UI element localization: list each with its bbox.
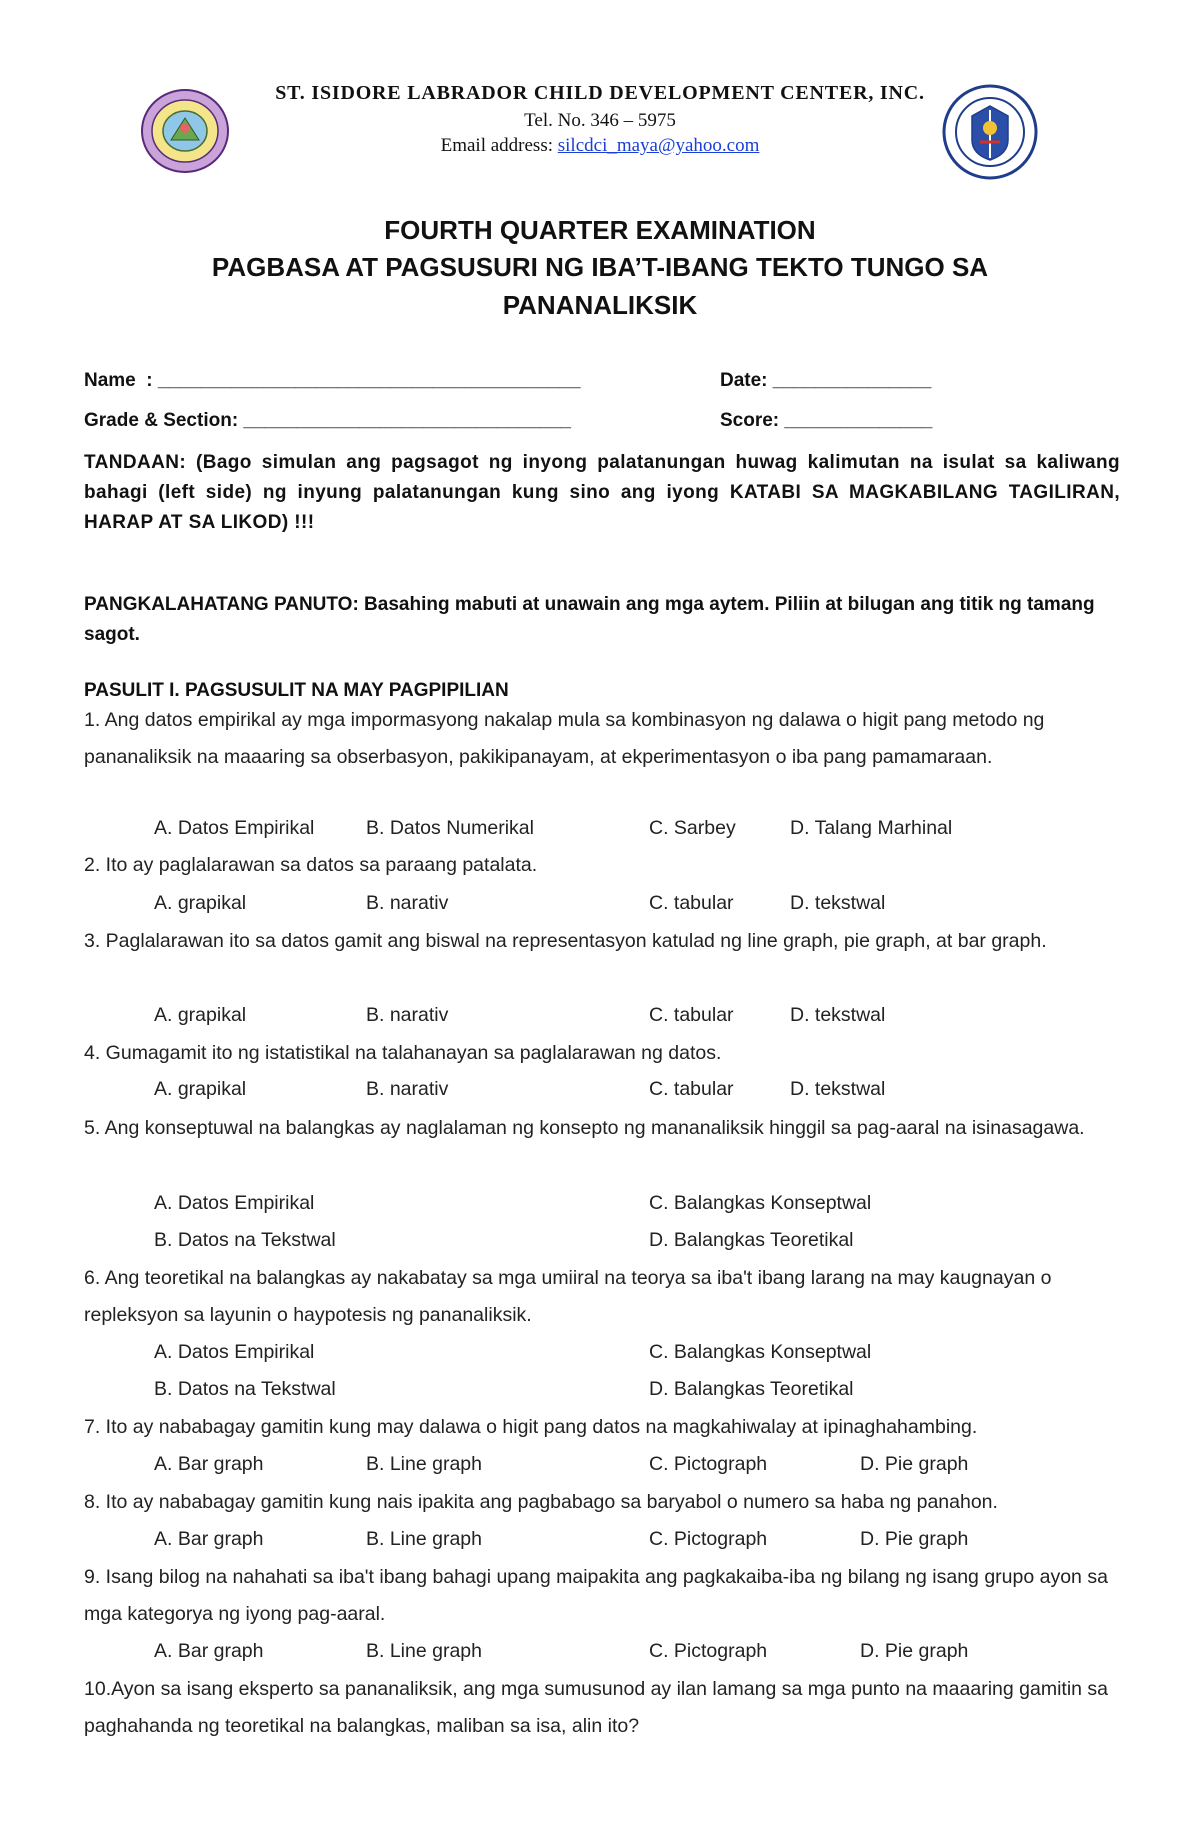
choice-b[interactable]: B. narativ — [366, 892, 449, 914]
question-text: 9. Isang bilog na nahahati sa iba't ibang bahagi upang maipakita ang pagkakaiba-iba ng bilang ng isang grupo ayon sa mga kategorya ng iyong pag-aaral. — [84, 1566, 1108, 1625]
choice-a[interactable]: A. grapikal — [154, 892, 247, 914]
score-field[interactable]: Score: ______________ — [720, 410, 933, 431]
choice-b[interactable]: B. Line graph — [366, 1453, 483, 1475]
choice-a[interactable]: A. Bar graph — [154, 1453, 264, 1475]
choice-c[interactable]: C. Balangkas Konseptwal — [649, 1341, 872, 1363]
choice-d[interactable]: D. Talang Marhinal — [790, 817, 953, 839]
question-text: 4. Gumagamit ito ng istatistikal na talahanayan sa paglalarawan ng datos. — [84, 1042, 722, 1064]
subject-title-line2: PANANALIKSIK — [502, 290, 698, 320]
school-telephone: Tel. No. 346 – 5975 — [524, 110, 676, 131]
choice-c[interactable]: C. Sarbey — [649, 817, 736, 839]
subject-title-line1: PAGBASA AT PAGSUSURI NG IBA’T-IBANG TEKTO TUNGO SA — [211, 252, 989, 282]
email-link[interactable]: silcdci_maya@yahoo.com — [557, 135, 760, 156]
choice-b[interactable]: B. Line graph — [366, 1640, 483, 1662]
choice-b[interactable]: B. narativ — [366, 1078, 449, 1100]
choice-a[interactable]: A. grapikal — [154, 1078, 247, 1100]
question-text: 6. Ang teoretikal na balangkas ay nakabatay sa mga umiiral na teorya sa iba't ibang larang na may kaugnayan o repleksyon sa layunin o haypotesis ng pananaliksik. — [84, 1267, 1052, 1326]
choice-a[interactable]: A. Bar graph — [154, 1528, 264, 1550]
section-title: PASULIT I. PAGSUSULIT NA MAY PAGPIPILIAN — [84, 680, 509, 701]
choice-d[interactable]: D. Pie graph — [860, 1528, 969, 1550]
choice-a[interactable]: A. Bar graph — [154, 1640, 264, 1662]
name-field[interactable]: Name : ________________________________________ — [84, 370, 581, 391]
choice-a[interactable]: A. Datos Empirikal — [154, 1192, 315, 1214]
choice-c[interactable]: C. tabular — [649, 1078, 734, 1100]
choice-b[interactable]: B. Datos na Tekstwal — [154, 1229, 336, 1251]
choice-b[interactable]: B. narativ — [366, 1004, 449, 1026]
exam-title: FOURTH QUARTER EXAMINATION — [384, 215, 816, 245]
question-text: 8. Ito ay nababagay gamitin kung nais ipakita ang pagbabago sa baryabol o numero sa haba ng panahon. — [84, 1491, 998, 1513]
question-text: 1. Ang datos empirikal ay mga impormasyong nakalap mula sa kombinasyon ng dalawa o higit pang metodo ng pananaliksik na maaaring sa obserbasyon, pakikipanayam, at ekperimentasyon o iba pang pamamaraan. — [84, 709, 1045, 768]
choice-b[interactable]: B. Datos na Tekstwal — [154, 1378, 336, 1400]
reminder-note: TANDAAN: (Bago simulan ang pagsagot ng inyong palatanungan huwag kalimutan na isulat sa kaliwang bahagi (left side) ng inyung palatanungan kung sino ang iyong KATABI SA MAGKABILANG TAGILIRAN, HARAP AT SA LIKOD) !!! — [84, 452, 1120, 533]
choice-c[interactable]: C. tabular — [649, 1004, 734, 1026]
choice-d[interactable]: D. tekstwal — [790, 1078, 886, 1100]
general-instructions: PANGKALAHATANG PANUTO: Basahing mabuti at unawain ang mga aytem. Piliin at bilugan ang titik ng tamang sagot. — [84, 594, 1095, 645]
choice-d[interactable]: D. tekstwal — [790, 892, 886, 914]
choice-c[interactable]: C. Pictograph — [649, 1453, 768, 1475]
grade-section-field[interactable]: Grade & Section: _______________________________ — [84, 410, 571, 431]
school-email-line — [200, 135, 1000, 157]
choice-c[interactable]: C. tabular — [649, 892, 734, 914]
choice-a[interactable]: A. Datos Empirikal — [154, 1341, 315, 1363]
choice-a[interactable]: A. grapikal — [154, 1004, 247, 1026]
question-text: 10.Ayon sa isang eksperto sa pananaliksik, ang mga sumusunod ay ilan lamang sa mga punto na maaaring gamitin sa paghahanda ng teoretikal na balangkas, maliban sa isa, alin ito? — [84, 1678, 1109, 1737]
choice-d[interactable]: D. Pie graph — [860, 1640, 969, 1662]
date-field[interactable]: Date: _______________ — [720, 370, 932, 391]
choice-c[interactable]: C. Pictograph — [649, 1528, 768, 1550]
choice-c[interactable]: C. Balangkas Konseptwal — [649, 1192, 872, 1214]
question-text: 3. Paglalarawan ito sa datos gamit ang biswal na representasyon katulad ng line graph, pie graph, at bar graph. — [84, 930, 1047, 952]
choice-a[interactable]: A. Datos Empirikal — [154, 817, 315, 839]
choice-b[interactable]: B. Line graph — [366, 1528, 483, 1550]
email-label: Email address: — [440, 135, 558, 156]
choice-d[interactable]: D. Pie graph — [860, 1453, 969, 1475]
question-text: 7. Ito ay nababagay gamitin kung may dalawa o higit pang datos na magkahiwalay at ipinaghahambing. — [84, 1416, 978, 1438]
choice-d[interactable]: D. Balangkas Teoretikal — [649, 1229, 854, 1251]
school-name: ST. ISIDORE LABRADOR CHILD DEVELOPMENT CENTER, INC. — [275, 82, 925, 104]
question-text: 2. Ito ay paglalarawan sa datos sa paraang patalata. — [84, 854, 538, 876]
question-text: 5. Ang konseptuwal na balangkas ay naglalaman ng konsepto ng mananaliksik hinggil sa pag-aaral na isinasagawa. — [84, 1117, 1085, 1139]
choice-b[interactable]: B. Datos Numerikal — [366, 817, 534, 839]
choice-c[interactable]: C. Pictograph — [649, 1640, 768, 1662]
choice-d[interactable]: D. Balangkas Teoretikal — [649, 1378, 854, 1400]
choice-d[interactable]: D. tekstwal — [790, 1004, 886, 1026]
